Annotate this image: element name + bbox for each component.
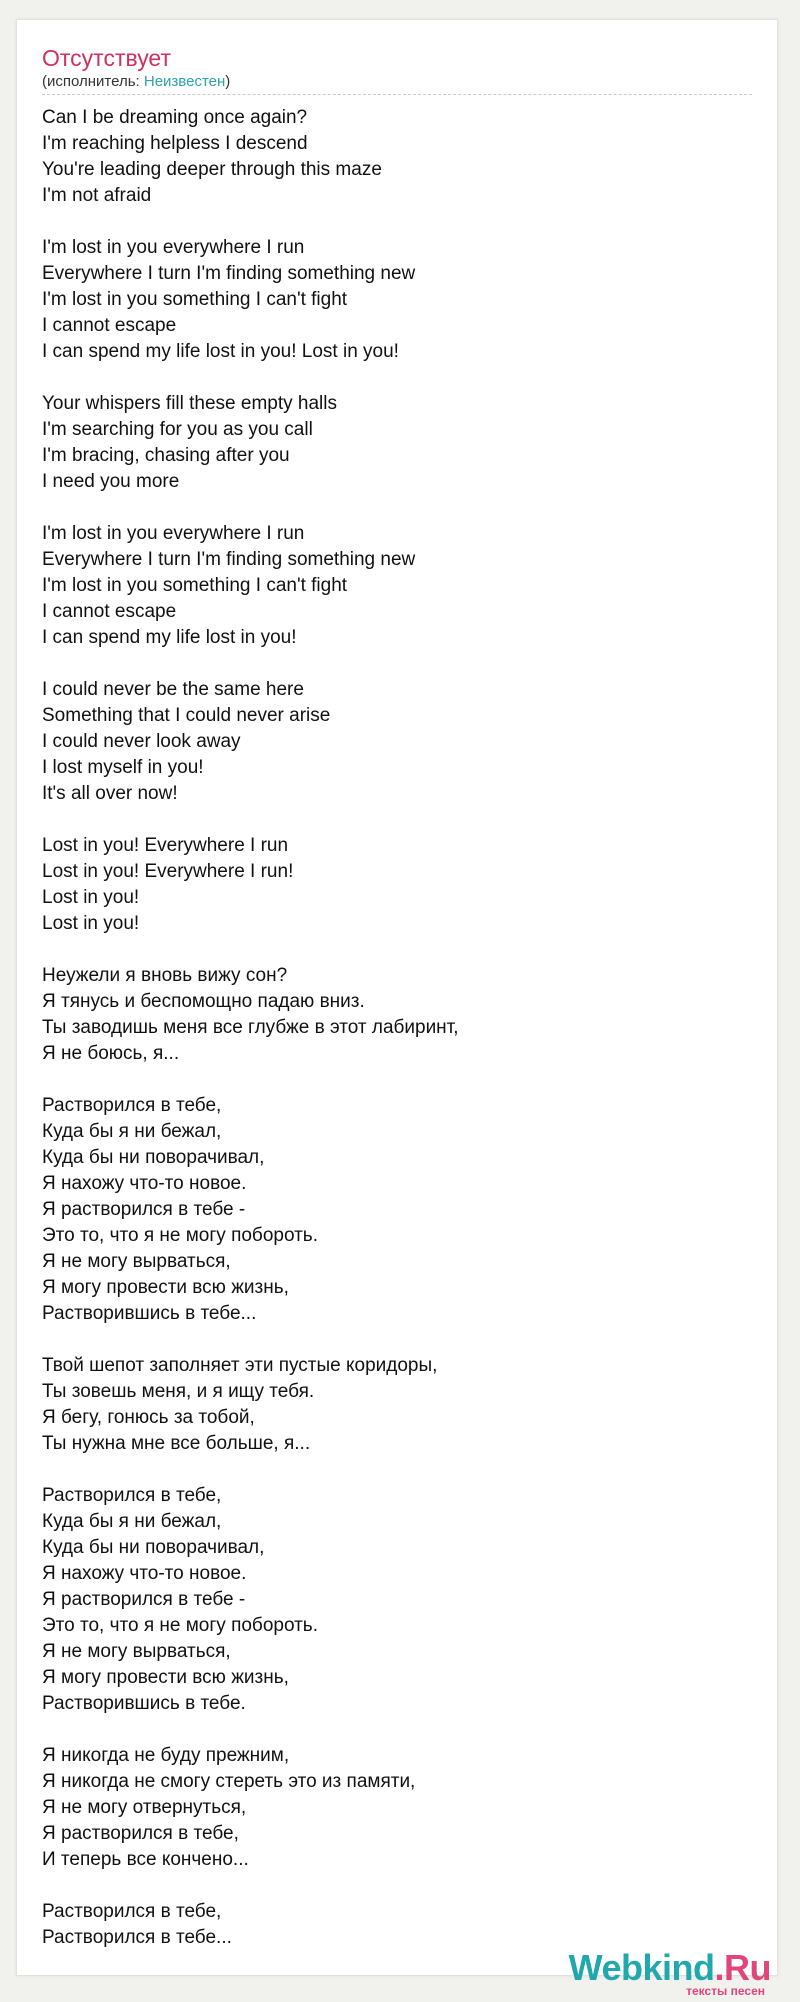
lyric-line: И теперь все кончено... — [42, 1849, 249, 1870]
lyric-line: Everywhere I turn I'm finding something new — [42, 549, 416, 570]
lyric-line: Я нахожу что-то новое. — [42, 1563, 247, 1584]
lyric-line: Я не боюсь, я... — [42, 1043, 180, 1064]
stanza — [42, 521, 742, 651]
lyric-line: I'm lost in you something I can't fight — [42, 575, 348, 596]
webkind-logo[interactable] — [567, 1948, 777, 1998]
lyric-line: Something that I could never arise — [42, 705, 331, 726]
lyric-line: Я могу провести всю жизнь, — [42, 1277, 289, 1298]
artist-line — [42, 73, 230, 91]
lyric-line: Я никогда не смогу стереть это из памяти, — [42, 1771, 416, 1792]
lyric-line: I can spend my life lost in you! Lost in you! — [42, 341, 399, 362]
lyric-line: Растворился в тебе, — [42, 1485, 222, 1506]
lyric-line: Я нахожу что-то новое. — [42, 1173, 247, 1194]
stanza — [42, 1093, 742, 1327]
lyric-line: You're leading deeper through this maze — [42, 159, 382, 180]
lyric-line: Неужели я вновь вижу сон? — [42, 965, 288, 986]
lyric-line: Я могу провести всю жизнь, — [42, 1667, 289, 1688]
lyric-line: Your whispers fill these empty halls — [42, 393, 337, 414]
lyric-line: Can I be dreaming once again? — [42, 107, 308, 128]
lyric-line: Это то, что я не могу побороть. — [42, 1615, 318, 1636]
lyric-line: Куда бы ни поворачивал, — [42, 1147, 265, 1168]
lyric-line: I cannot escape — [42, 601, 177, 622]
lyric-line: I could never be the same here — [42, 679, 304, 700]
lyric-line: Растворившись в тебе... — [42, 1303, 257, 1324]
lyric-line: Ты зовешь меня, и я ищу тебя. — [42, 1381, 315, 1402]
lyrics-text — [42, 105, 742, 1977]
lyric-line: Я растворился в тебе - — [42, 1199, 246, 1220]
lyric-line: Растворившись в тебе. — [42, 1693, 246, 1714]
lyric-line: Я никогда не буду прежним, — [42, 1745, 290, 1766]
lyric-line: I'm searching for you as you call — [42, 419, 313, 440]
artist-link[interactable]: Неизвестен — [143, 73, 226, 90]
lyric-line: I'm not afraid — [42, 185, 152, 206]
lyric-line: Куда бы я ни бежал, — [42, 1121, 222, 1142]
artist-suffix: ) — [225, 73, 231, 90]
stanza — [42, 235, 742, 365]
lyric-line: I cannot escape — [42, 315, 177, 336]
lyric-line: Ты заводишь меня все глубже в этот лабиринт, — [42, 1017, 459, 1038]
lyric-line: Я не могу отвернуться, — [42, 1797, 247, 1818]
stanza — [42, 1353, 742, 1457]
lyric-line: Я растворился в тебе - — [42, 1589, 246, 1610]
lyric-line: I could never look away — [42, 731, 241, 752]
lyric-line: Я не могу вырваться, — [42, 1251, 231, 1272]
lyric-line: I'm lost in you everywhere I run — [42, 523, 305, 544]
lyric-line: Lost in you! Everywhere I run! — [42, 861, 294, 882]
stanza — [42, 391, 742, 495]
lyric-line: I need you more — [42, 471, 180, 492]
logo-wordmark — [569, 1948, 771, 1988]
stanza — [42, 1743, 742, 1873]
lyric-line: It's all over now! — [42, 783, 178, 804]
artist-prefix: (исполнитель: — [42, 73, 144, 90]
lyric-line: Твой шепот заполняет эти пустые коридоры, — [42, 1355, 438, 1376]
lyric-line: Я бегу, гонюсь за тобой, — [42, 1407, 255, 1428]
lyric-line: I'm reaching helpless I descend — [42, 133, 308, 154]
logo-tagline: тексты песен — [686, 1984, 765, 1998]
lyric-line: Куда бы я ни бежал, — [42, 1511, 222, 1532]
lyric-line: Everywhere I turn I'm finding something new — [42, 263, 416, 284]
stanza — [42, 833, 742, 937]
lyric-line: Растворился в тебе... — [42, 1927, 232, 1948]
logo-brand: Webkind — [568, 1947, 715, 1988]
lyric-line: Я тянусь и беспомощно падаю вниз. — [42, 991, 365, 1012]
lyric-line: Это то, что я не могу побороть. — [42, 1225, 318, 1246]
lyric-line: Lost in you! — [42, 887, 140, 908]
lyric-line: Я не могу вырваться, — [42, 1641, 231, 1662]
lyric-line: I'm bracing, chasing after you — [42, 445, 290, 466]
lyric-line: Растворился в тебе, — [42, 1901, 222, 1922]
lyric-line: I'm lost in you something I can't fight — [42, 289, 348, 310]
stanza — [42, 963, 742, 1067]
stanza — [42, 1483, 742, 1717]
stanza — [42, 105, 742, 209]
lyric-line: Куда бы ни поворачивал, — [42, 1537, 265, 1558]
lyric-line: Я растворился в тебе, — [42, 1823, 239, 1844]
lyric-line: I'm lost in you everywhere I run — [42, 237, 305, 258]
lyric-line: Растворился в тебе, — [42, 1095, 222, 1116]
title-divider — [42, 94, 752, 95]
stanza — [42, 677, 742, 807]
lyric-line: I lost myself in you! — [42, 757, 204, 778]
lyric-line: Lost in you! — [42, 913, 140, 934]
song-title: Отсутствует — [42, 45, 171, 71]
lyric-line: Lost in you! Everywhere I run — [42, 835, 289, 856]
logo-tld: .Ru — [714, 1947, 771, 1988]
lyric-line: I can spend my life lost in you! — [42, 627, 297, 648]
lyrics-card — [16, 19, 778, 1976]
lyric-line: Ты нужна мне все больше, я... — [42, 1433, 311, 1454]
stanza — [42, 1899, 742, 1951]
